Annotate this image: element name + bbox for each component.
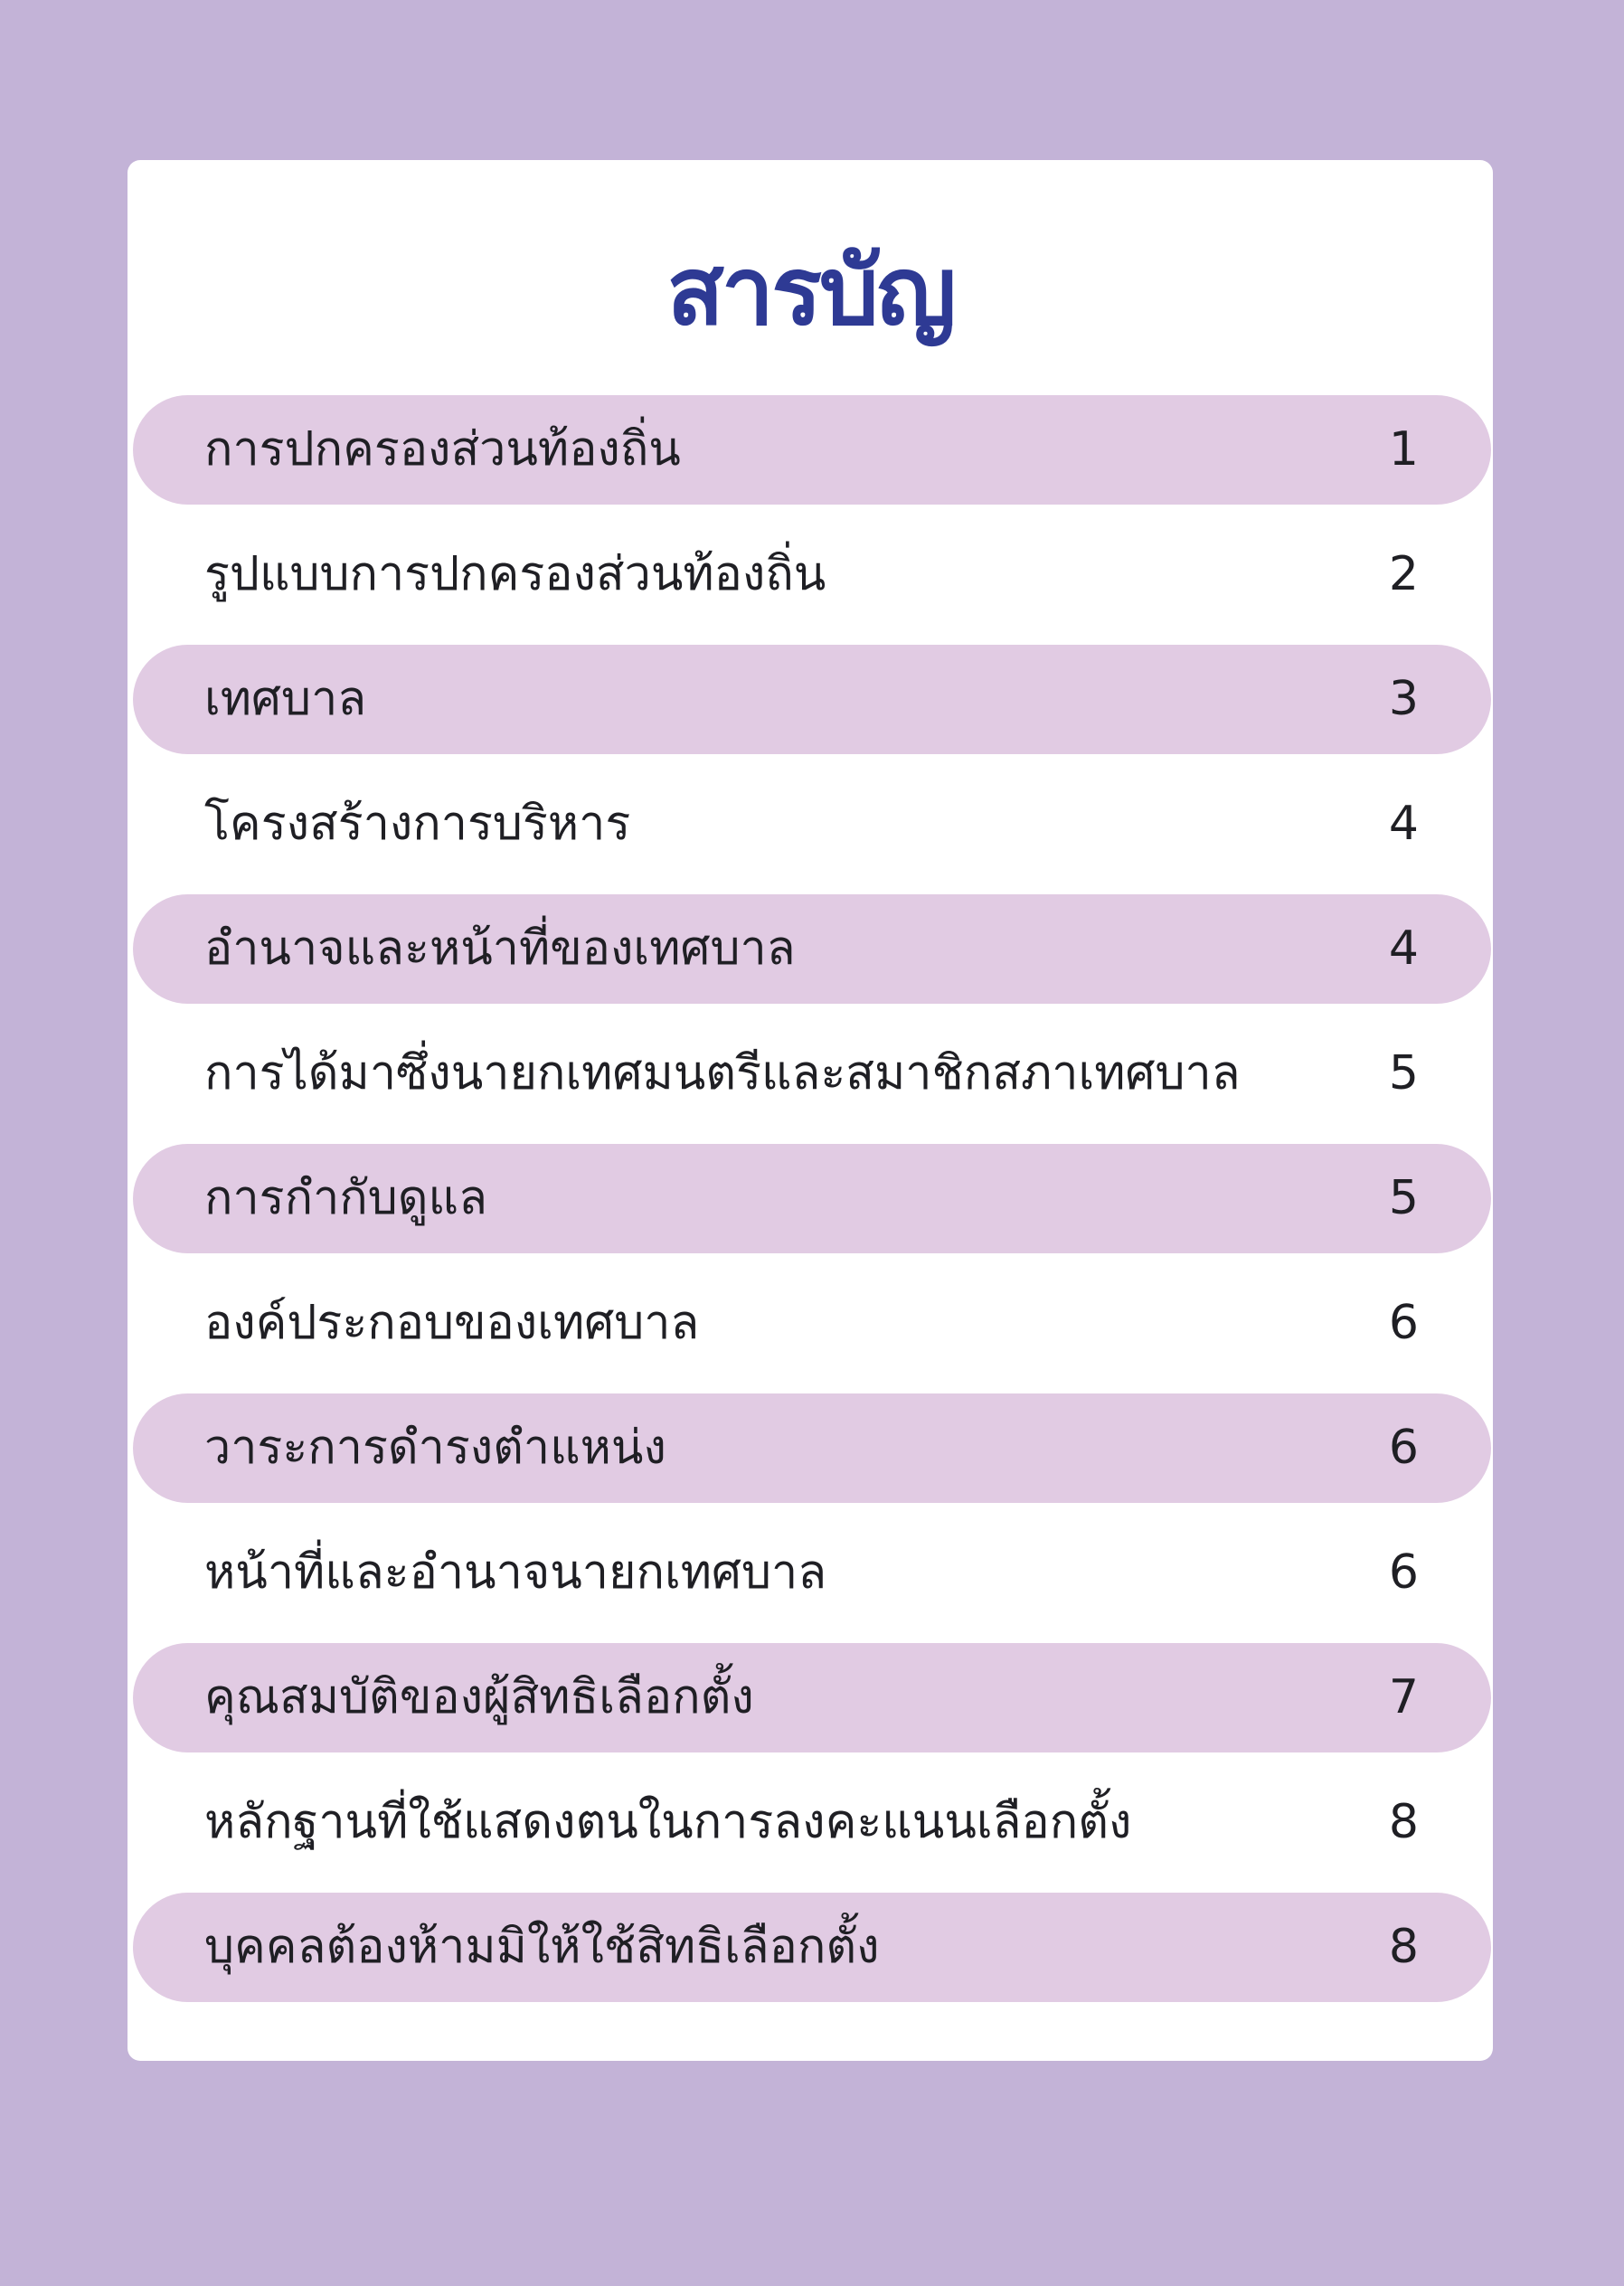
toc-entry[interactable]: [127, 1266, 1493, 1391]
toc-entry-page: 2: [1388, 547, 1419, 601]
toc-entry-label: หน้าที่และอำนาจนายกเทศบาล: [204, 1545, 827, 1600]
toc-entry-label: องค์ประกอบของเทศบาล: [204, 1296, 700, 1350]
toc-entry-label: อำนาจและหน้าที่ของเทศบาล: [204, 921, 796, 976]
page-title: สารบัญ: [666, 236, 954, 346]
toc-entry-label: วาระการดำรงตำแหน่ง: [204, 1421, 666, 1475]
toc-entry[interactable]: [127, 642, 1493, 767]
toc-entry-label: บุคคลต้องห้ามมิให้ใช้สิทธิเลือกตั้ง: [204, 1920, 880, 1974]
toc-entry-page: 4: [1388, 797, 1419, 851]
table-of-contents: [127, 392, 1493, 2015]
toc-entry[interactable]: [127, 1640, 1493, 1765]
toc-entry-page: 5: [1388, 1171, 1419, 1225]
toc-entry-label: หลักฐานที่ใช้แสดงตนในการลงคะแนนเลือกตั้ง: [204, 1795, 1132, 1849]
toc-entry-label: รูปแบบการปกครองส่วนท้องถิ่น: [204, 547, 826, 601]
toc-entry[interactable]: [127, 517, 1493, 642]
toc-entry[interactable]: [127, 1391, 1493, 1516]
toc-entry[interactable]: [127, 392, 1493, 517]
toc-entry-page: 6: [1388, 1545, 1419, 1600]
toc-entry[interactable]: [127, 1765, 1493, 1890]
toc-entry[interactable]: [127, 1016, 1493, 1141]
toc-entry[interactable]: [127, 1516, 1493, 1640]
toc-entry[interactable]: [127, 1141, 1493, 1266]
toc-entry-label: โครงสร้างการบริหาร: [204, 797, 631, 851]
toc-entry[interactable]: [127, 767, 1493, 892]
toc-entry-label: การได้มาซึ่งนายกเทศมนตรีและสมาชิกสภาเทศบาล: [204, 1046, 1241, 1100]
toc-entry[interactable]: [127, 1890, 1493, 2015]
toc-entry-page: 5: [1388, 1046, 1419, 1100]
toc-entry-label: คุณสมบัติของผู้สิทธิเลือกตั้ง: [204, 1670, 754, 1724]
toc-entry-page: 8: [1388, 1920, 1419, 1974]
toc-entry[interactable]: [127, 892, 1493, 1016]
toc-entry-label: เทศบาล: [204, 672, 367, 726]
toc-entry-page: 8: [1388, 1795, 1419, 1849]
toc-card: [127, 160, 1493, 2061]
toc-entry-label: การปกครองส่วนท้องถิ่น: [204, 422, 681, 477]
toc-entry-page: 7: [1388, 1670, 1419, 1724]
toc-entry-page: 4: [1388, 921, 1419, 976]
toc-entry-page: 6: [1388, 1421, 1419, 1475]
toc-entry-label: การกำกับดูแล: [204, 1171, 487, 1225]
toc-entry-page: 6: [1388, 1296, 1419, 1350]
toc-entry-page: 3: [1388, 672, 1419, 726]
toc-entry-page: 1: [1388, 422, 1419, 477]
